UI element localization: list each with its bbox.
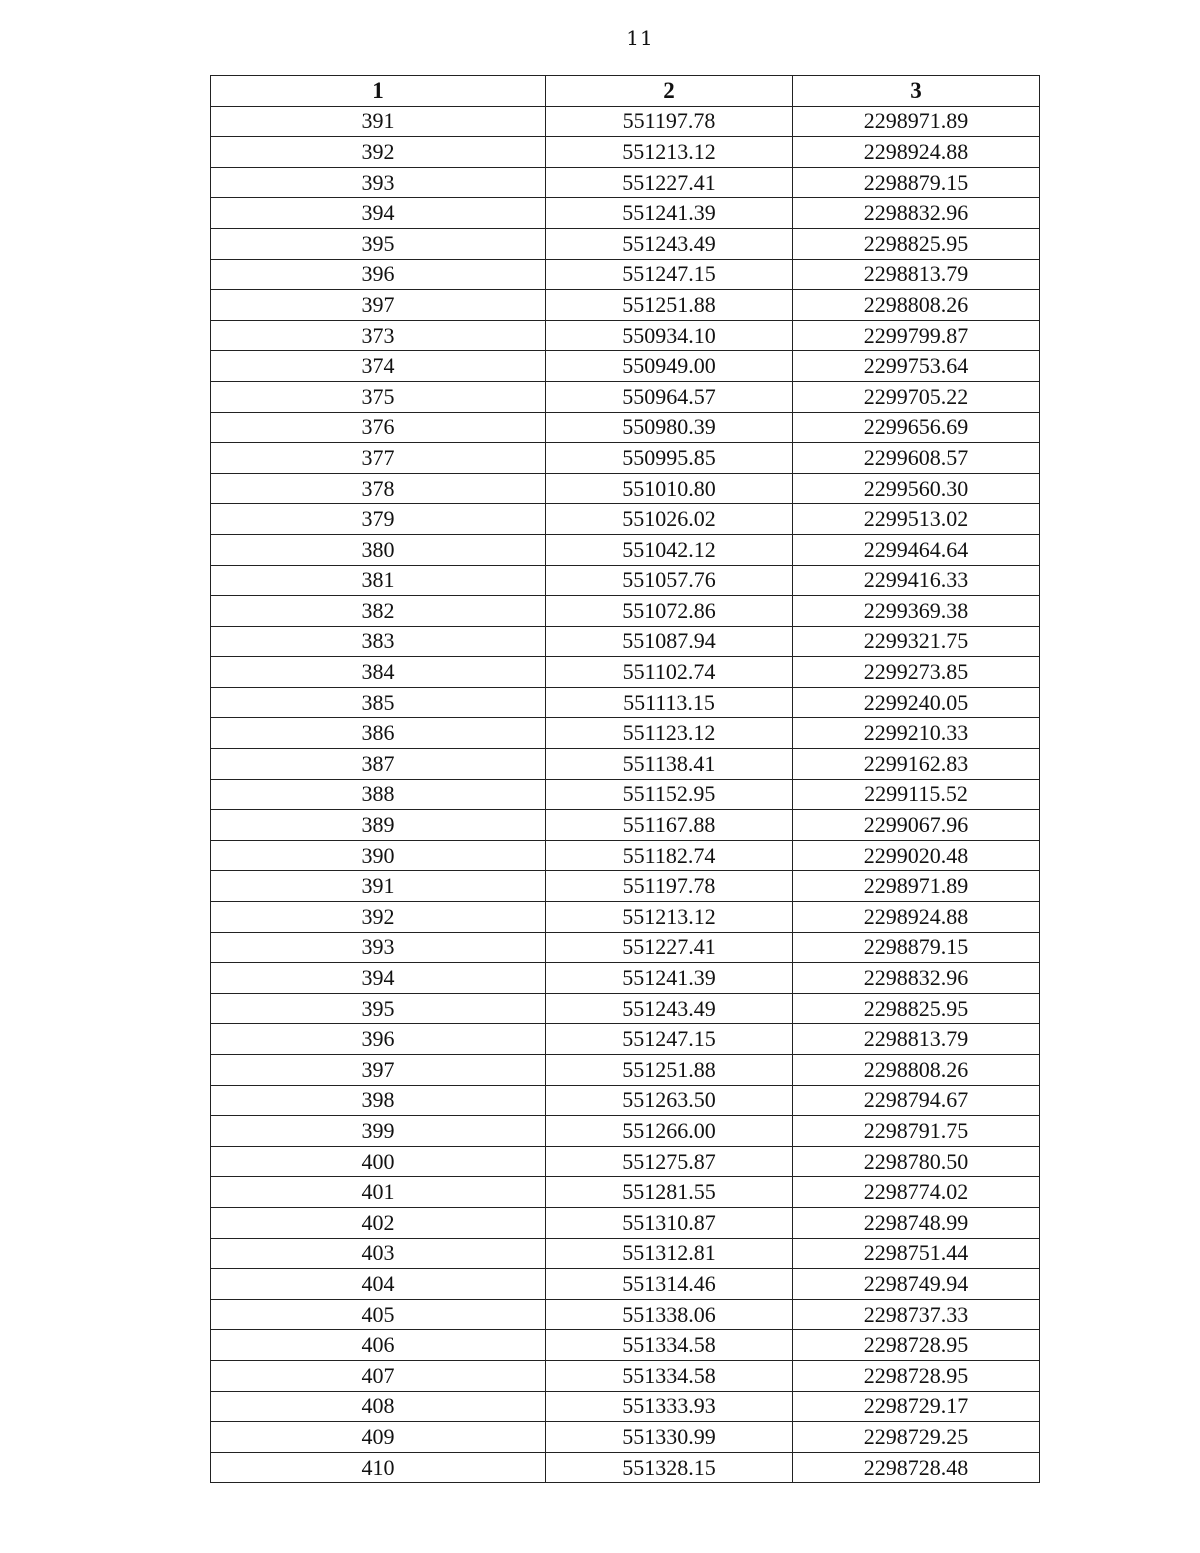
- point-number-cell: 391: [211, 106, 546, 137]
- table-row: [211, 1422, 1040, 1453]
- table-row: [211, 473, 1040, 504]
- table-row: [211, 993, 1040, 1024]
- coordinate-y-cell: 2298813.79: [793, 259, 1040, 290]
- coordinate-y-cell: 2299560.30: [793, 473, 1040, 504]
- coordinate-y-cell: 2299210.33: [793, 718, 1040, 749]
- point-number-cell: 377: [211, 443, 546, 474]
- coordinate-y-cell: 2298813.79: [793, 1024, 1040, 1055]
- table-row: [211, 1360, 1040, 1391]
- coordinate-y-cell: 2298794.67: [793, 1085, 1040, 1116]
- table-row: [211, 718, 1040, 749]
- point-number-cell: 394: [211, 198, 546, 229]
- coordinate-y-cell: 2299067.96: [793, 810, 1040, 841]
- coordinate-y-cell: 2298879.15: [793, 932, 1040, 963]
- coordinate-y-cell: 2299369.38: [793, 596, 1040, 627]
- coordinate-y-cell: 2299240.05: [793, 687, 1040, 718]
- coordinate-x-cell: 551314.46: [546, 1269, 793, 1300]
- table-row: [211, 1452, 1040, 1483]
- coordinate-y-cell: 2299608.57: [793, 443, 1040, 474]
- coordinate-x-cell: 550980.39: [546, 412, 793, 443]
- point-number-cell: 401: [211, 1177, 546, 1208]
- point-number-cell: 406: [211, 1330, 546, 1361]
- point-number-cell: 393: [211, 167, 546, 198]
- point-number-cell: 397: [211, 290, 546, 321]
- coordinate-x-cell: 551152.95: [546, 779, 793, 810]
- point-number-cell: 385: [211, 687, 546, 718]
- table-row: [211, 137, 1040, 168]
- coordinate-x-cell: 551247.15: [546, 1024, 793, 1055]
- coordinate-x-cell: 551227.41: [546, 167, 793, 198]
- coordinate-x-cell: 551330.99: [546, 1422, 793, 1453]
- table-row: [211, 565, 1040, 596]
- point-number-cell: 386: [211, 718, 546, 749]
- coordinate-x-cell: 551263.50: [546, 1085, 793, 1116]
- table-row: [211, 1146, 1040, 1177]
- table-row: [211, 351, 1040, 382]
- table-row: [211, 320, 1040, 351]
- table-row: [211, 687, 1040, 718]
- coordinate-x-cell: 551310.87: [546, 1207, 793, 1238]
- table-row: [211, 840, 1040, 871]
- coordinate-y-cell: 2298749.94: [793, 1269, 1040, 1300]
- coordinate-x-cell: 550964.57: [546, 381, 793, 412]
- coordinate-y-cell: 2298791.75: [793, 1116, 1040, 1147]
- coordinate-x-cell: 551102.74: [546, 657, 793, 688]
- point-number-cell: 388: [211, 779, 546, 810]
- coordinate-y-cell: 2298825.95: [793, 228, 1040, 259]
- point-number-cell: 402: [211, 1207, 546, 1238]
- coordinate-y-cell: 2299513.02: [793, 504, 1040, 535]
- coordinate-x-cell: 551113.15: [546, 687, 793, 718]
- point-number-cell: 384: [211, 657, 546, 688]
- coordinate-y-cell: 2299273.85: [793, 657, 1040, 688]
- table-row: [211, 381, 1040, 412]
- coordinate-x-cell: 551328.15: [546, 1452, 793, 1483]
- point-number-cell: 393: [211, 932, 546, 963]
- table-row: [211, 596, 1040, 627]
- coordinate-x-cell: 551197.78: [546, 871, 793, 902]
- table-body: [211, 106, 1040, 1483]
- coordinate-y-cell: 2299115.52: [793, 779, 1040, 810]
- table-row: [211, 290, 1040, 321]
- coordinate-x-cell: 550934.10: [546, 320, 793, 351]
- coordinate-x-cell: 551281.55: [546, 1177, 793, 1208]
- coordinate-x-cell: 551312.81: [546, 1238, 793, 1269]
- point-number-cell: 380: [211, 534, 546, 565]
- coordinate-x-cell: 551243.49: [546, 228, 793, 259]
- table-row: [211, 1055, 1040, 1086]
- coordinate-y-cell: 2298729.25: [793, 1422, 1040, 1453]
- table-row: [211, 1238, 1040, 1269]
- column-header-1: 1: [211, 76, 546, 107]
- point-number-cell: 408: [211, 1391, 546, 1422]
- table-row: [211, 963, 1040, 994]
- coordinate-y-cell: 2298832.96: [793, 198, 1040, 229]
- coordinate-x-cell: 551251.88: [546, 1055, 793, 1086]
- coordinate-y-cell: 2299656.69: [793, 412, 1040, 443]
- point-number-cell: 392: [211, 137, 546, 168]
- coordinate-x-cell: 551334.58: [546, 1330, 793, 1361]
- point-number-cell: 378: [211, 473, 546, 504]
- coordinate-x-cell: 551247.15: [546, 259, 793, 290]
- point-number-cell: 390: [211, 840, 546, 871]
- table-row: [211, 902, 1040, 933]
- table-row: [211, 1330, 1040, 1361]
- table-row: [211, 1085, 1040, 1116]
- coordinate-x-cell: 551213.12: [546, 902, 793, 933]
- coordinate-x-cell: 551138.41: [546, 749, 793, 780]
- point-number-cell: 400: [211, 1146, 546, 1177]
- table-row: [211, 810, 1040, 841]
- coordinate-x-cell: 551042.12: [546, 534, 793, 565]
- coordinate-y-cell: 2298728.95: [793, 1360, 1040, 1391]
- point-number-cell: 396: [211, 259, 546, 290]
- table-row: [211, 932, 1040, 963]
- coordinate-y-cell: 2298971.89: [793, 871, 1040, 902]
- coordinate-x-cell: 551213.12: [546, 137, 793, 168]
- coordinate-y-cell: 2298825.95: [793, 993, 1040, 1024]
- table-row: [211, 259, 1040, 290]
- table-row: [211, 1024, 1040, 1055]
- coordinate-y-cell: 2298728.95: [793, 1330, 1040, 1361]
- coordinate-y-cell: 2299162.83: [793, 749, 1040, 780]
- table-row: [211, 779, 1040, 810]
- column-header-3: 3: [793, 76, 1040, 107]
- point-number-cell: 397: [211, 1055, 546, 1086]
- table-row: [211, 1391, 1040, 1422]
- coordinate-y-cell: 2298808.26: [793, 290, 1040, 321]
- coordinate-y-cell: 2298832.96: [793, 963, 1040, 994]
- point-number-cell: 403: [211, 1238, 546, 1269]
- table-row: [211, 412, 1040, 443]
- coordinate-x-cell: 551123.12: [546, 718, 793, 749]
- table-row: [211, 198, 1040, 229]
- point-number-cell: 389: [211, 810, 546, 841]
- point-number-cell: 395: [211, 228, 546, 259]
- coordinate-y-cell: 2298751.44: [793, 1238, 1040, 1269]
- coordinate-x-cell: 551182.74: [546, 840, 793, 871]
- point-number-cell: 410: [211, 1452, 546, 1483]
- point-number-cell: 409: [211, 1422, 546, 1453]
- coordinate-x-cell: 551167.88: [546, 810, 793, 841]
- coordinate-x-cell: 551010.80: [546, 473, 793, 504]
- coordinate-x-cell: 551026.02: [546, 504, 793, 535]
- coordinate-y-cell: 2299321.75: [793, 626, 1040, 657]
- coordinate-x-cell: 550949.00: [546, 351, 793, 382]
- coordinate-y-cell: 2298924.88: [793, 137, 1040, 168]
- page-number: 11: [626, 26, 654, 50]
- coordinate-y-cell: 2298879.15: [793, 167, 1040, 198]
- coordinate-x-cell: 551333.93: [546, 1391, 793, 1422]
- table-row: [211, 657, 1040, 688]
- coordinate-x-cell: 551266.00: [546, 1116, 793, 1147]
- point-number-cell: 376: [211, 412, 546, 443]
- table-row: [211, 106, 1040, 137]
- coordinate-x-cell: 551087.94: [546, 626, 793, 657]
- table-row: [211, 1269, 1040, 1300]
- coordinate-x-cell: 550995.85: [546, 443, 793, 474]
- table-row: [211, 749, 1040, 780]
- table-row: [211, 504, 1040, 535]
- point-number-cell: 375: [211, 381, 546, 412]
- point-number-cell: 381: [211, 565, 546, 596]
- header-row: [211, 76, 1040, 107]
- table-header: [211, 76, 1040, 107]
- table-row: [211, 443, 1040, 474]
- coordinate-x-cell: 551241.39: [546, 963, 793, 994]
- table-row: [211, 1116, 1040, 1147]
- coordinate-y-cell: 2298748.99: [793, 1207, 1040, 1238]
- coordinate-y-cell: 2298774.02: [793, 1177, 1040, 1208]
- point-number-cell: 404: [211, 1269, 546, 1300]
- coordinate-y-cell: 2299753.64: [793, 351, 1040, 382]
- table-row: [211, 534, 1040, 565]
- table-row: [211, 871, 1040, 902]
- point-number-cell: 379: [211, 504, 546, 535]
- coordinate-x-cell: 551243.49: [546, 993, 793, 1024]
- coordinate-x-cell: 551241.39: [546, 198, 793, 229]
- point-number-cell: 391: [211, 871, 546, 902]
- table-row: [211, 228, 1040, 259]
- point-number-cell: 374: [211, 351, 546, 382]
- coordinate-x-cell: 551072.86: [546, 596, 793, 627]
- table-row: [211, 1177, 1040, 1208]
- coordinate-y-cell: 2299416.33: [793, 565, 1040, 596]
- coordinate-x-cell: 551251.88: [546, 290, 793, 321]
- coordinate-x-cell: 551227.41: [546, 932, 793, 963]
- point-number-cell: 405: [211, 1299, 546, 1330]
- table-row: [211, 167, 1040, 198]
- point-number-cell: 394: [211, 963, 546, 994]
- coordinate-y-cell: 2299705.22: [793, 381, 1040, 412]
- coordinates-table: [210, 75, 1040, 1483]
- table-row: [211, 1207, 1040, 1238]
- coordinate-y-cell: 2299020.48: [793, 840, 1040, 871]
- coordinate-y-cell: 2298728.48: [793, 1452, 1040, 1483]
- coordinate-y-cell: 2298729.17: [793, 1391, 1040, 1422]
- point-number-cell: 407: [211, 1360, 546, 1391]
- column-header-2: 2: [546, 76, 793, 107]
- coordinate-x-cell: 551338.06: [546, 1299, 793, 1330]
- coordinate-y-cell: 2298808.26: [793, 1055, 1040, 1086]
- coordinate-x-cell: 551275.87: [546, 1146, 793, 1177]
- point-number-cell: 395: [211, 993, 546, 1024]
- point-number-cell: 392: [211, 902, 546, 933]
- point-number-cell: 398: [211, 1085, 546, 1116]
- coordinate-x-cell: 551197.78: [546, 106, 793, 137]
- coordinate-y-cell: 2298780.50: [793, 1146, 1040, 1177]
- table-row: [211, 626, 1040, 657]
- coordinate-x-cell: 551057.76: [546, 565, 793, 596]
- coordinate-y-cell: 2299464.64: [793, 534, 1040, 565]
- coordinate-y-cell: 2298924.88: [793, 902, 1040, 933]
- coordinate-y-cell: 2298971.89: [793, 106, 1040, 137]
- point-number-cell: 399: [211, 1116, 546, 1147]
- point-number-cell: 373: [211, 320, 546, 351]
- coordinate-x-cell: 551334.58: [546, 1360, 793, 1391]
- table-row: [211, 1299, 1040, 1330]
- point-number-cell: 387: [211, 749, 546, 780]
- point-number-cell: 383: [211, 626, 546, 657]
- coordinate-y-cell: 2299799.87: [793, 320, 1040, 351]
- coordinate-y-cell: 2298737.33: [793, 1299, 1040, 1330]
- point-number-cell: 396: [211, 1024, 546, 1055]
- point-number-cell: 382: [211, 596, 546, 627]
